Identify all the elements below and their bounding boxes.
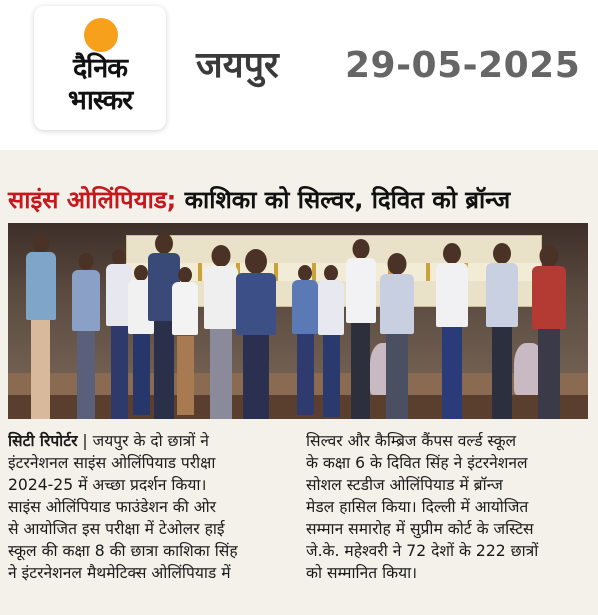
article-line: स्कूल की कक्षा 8 की छात्रा काशिका सिंह [8,542,238,560]
person-legs [210,329,232,419]
dainik-bhaskar-logo [34,6,166,130]
person-figure [72,253,100,419]
headline-main: काशिका को सिल्वर, दिवित को ब्रॉन्ज [176,186,511,214]
article-headline [8,180,594,224]
person-figure [486,243,518,419]
person-figure [236,249,276,419]
person-head [443,243,461,264]
person-legs [243,335,269,419]
person-torso [380,274,414,334]
person-torso [172,282,198,335]
sun-icon [84,18,118,52]
person-legs [538,329,560,419]
byline: सिटी रिपोर्टर [8,432,78,450]
person-head [540,245,559,267]
person-figure [346,239,376,419]
person-head [79,253,94,270]
person-figure [204,245,238,419]
person-head [353,239,370,259]
person-legs [31,320,50,419]
person-figure [26,233,56,419]
article-line [8,430,292,452]
edition-date: 29-05-2025 [345,45,581,86]
article-line: ने इंटरनेशनल मैथमेटिक्स ओलिंपियाड में [8,564,231,582]
person-legs [351,323,370,419]
article-line: सिल्वर और कैम्ब्रिज कैंपस वर्ल्ड स्कूल [306,432,517,450]
person-legs [154,321,174,419]
person-torso [292,280,318,334]
article-line: सोशल स्टडीज ओलिंपियाड में ब्रॉन्ज [306,476,503,494]
article-column-2 [306,430,592,584]
person-legs [323,335,340,417]
person-torso [204,266,238,329]
person-head [155,233,173,254]
person-head [388,253,407,275]
person-torso [318,280,344,335]
article-line: इंटरनेशनल साइंस ओलिंपियाड परीक्षा [8,454,216,472]
article-line: जे.के. महेश्वरी ने 72 देशों के 222 छात्रों [306,542,539,560]
person-head [212,245,231,267]
award-ceremony-photo [8,223,588,419]
article-column-1 [8,430,292,584]
person-head [493,243,511,264]
person-legs [297,334,314,415]
person-figure [318,265,344,417]
article-body [8,430,592,608]
person-head [112,249,126,265]
article-line: के कक्षा 6 के दिवित सिंह ने इंटरनेशनल [306,454,528,472]
person-figure [532,245,566,419]
person-head [178,267,192,283]
article-line: को सम्मानित किया। [306,564,418,582]
person-head [324,265,338,281]
person-torso [346,258,376,323]
person-legs [77,331,95,419]
person-legs [492,327,512,419]
article-line: मेडल हासिल किया। दिल्ली में आयोजित [306,498,529,516]
article-line: सम्मान समारोह में सुप्रीम कोर्ट के जस्टिस [306,520,534,538]
person-head [33,233,50,253]
page-header [0,0,598,150]
article-line: साइंस ओलिंपियाड फाउंडेशन की ओर [8,498,217,516]
person-figure [172,267,198,415]
person-torso [72,270,100,331]
person-figure [292,265,318,415]
person-head [134,265,148,281]
person-head [245,249,267,274]
person-legs [442,327,462,419]
person-torso [236,273,276,335]
article-line-rest: | जयपुर के दो छात्रों ने [77,432,209,450]
person-legs [386,334,408,419]
headline-prefix: साइंस ओलिंपियाड; [8,186,177,214]
person-head [298,265,312,281]
person-torso [486,263,518,327]
article-line: 2024-25 में अच्छा प्रदर्शन किया। [8,476,207,494]
logo-text-line1: दैनिक [72,53,128,84]
edition-city: जयपुर [196,45,279,86]
person-torso [532,266,566,329]
logo-text-line2: भास्कर [67,85,133,116]
person-legs [111,326,128,419]
person-legs [177,336,194,415]
person-torso [26,252,56,320]
article-line: से आयोजित इस परीक्षा में टेओलर हाई [8,520,225,538]
person-torso [436,263,468,327]
person-figure [436,243,468,419]
person-figure [380,253,414,419]
